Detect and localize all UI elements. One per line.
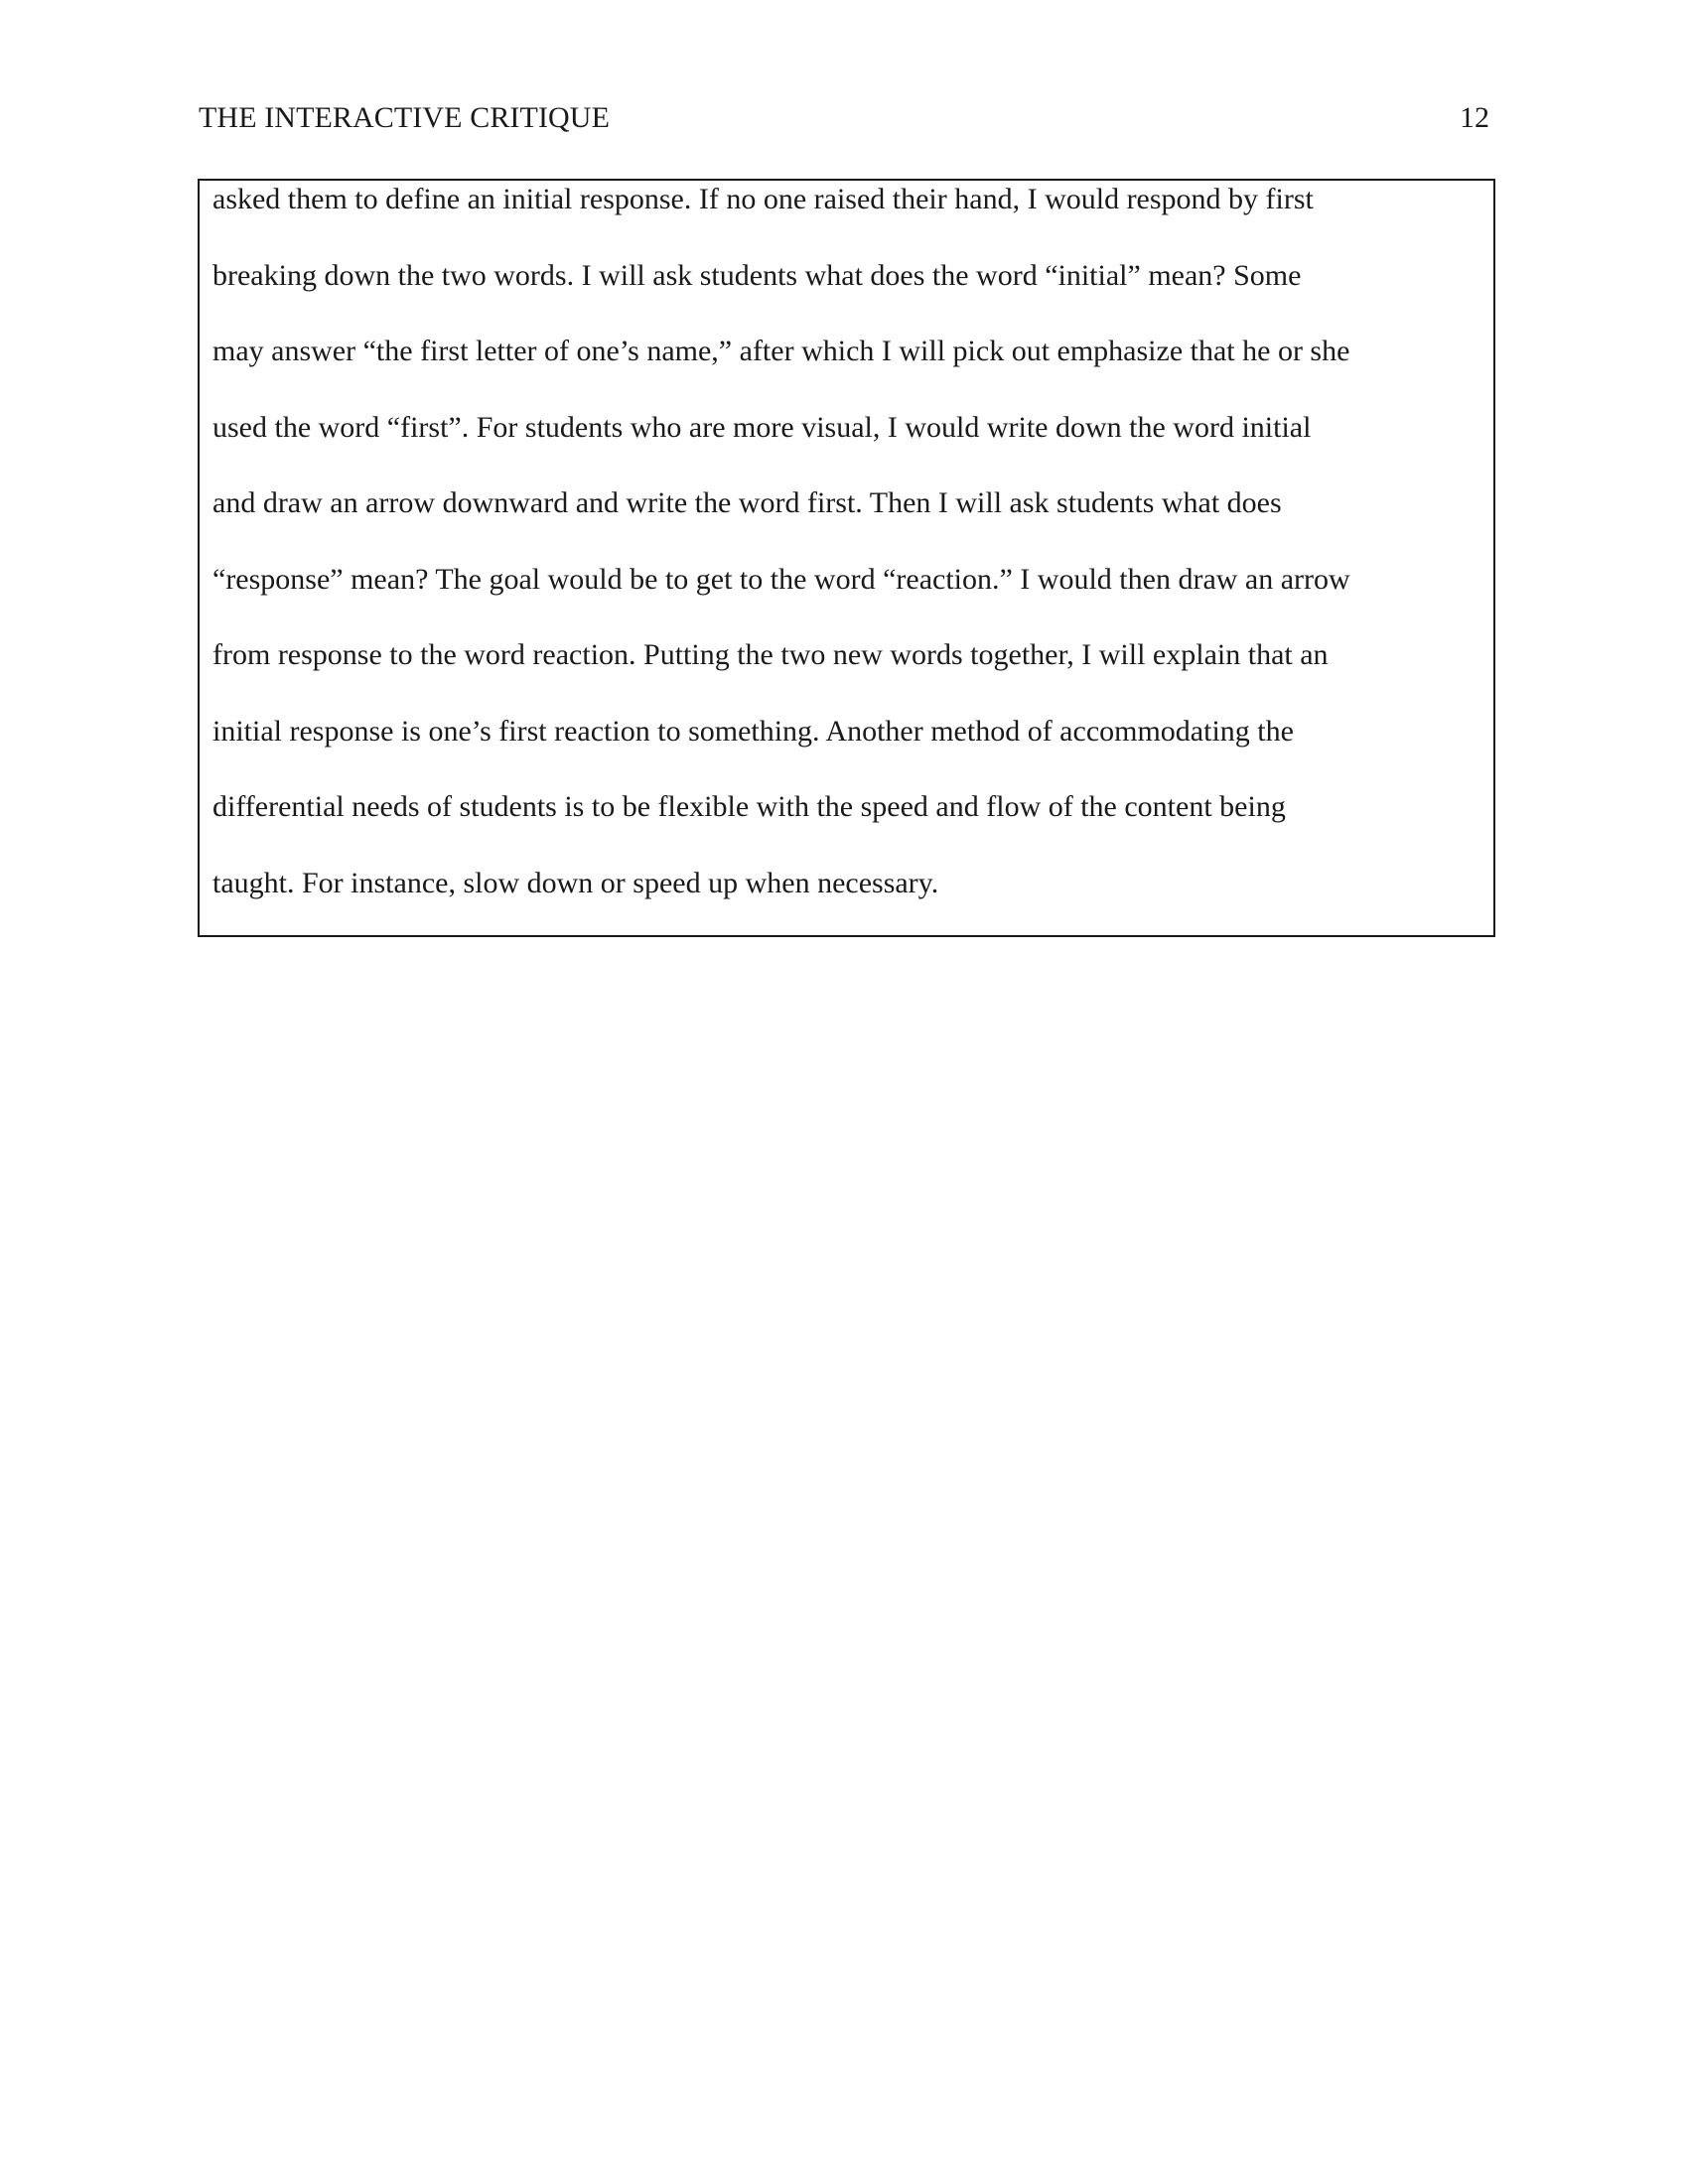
text-line: “response” mean? The goal would be to get to the word “reaction.” I would then draw an arrow [212,562,1350,596]
text-line: used the word “first”. For students who are more visual, I would write down the word initial [212,410,1312,444]
text-line: asked them to define an initial response. If no one raised their hand, I would respond by first [212,183,1314,215]
text-line: breaking down the two words. I will ask students what does the word “initial” mean? Some [212,258,1302,292]
text-line: differential needs of students is to be flexible with the speed and flow of the content being [212,790,1286,823]
text-line: and draw an arrow downward and write the word first. Then I will ask students what does [212,486,1282,519]
page-number: 12 [1460,101,1489,134]
running-head: THE INTERACTIVE CRITIQUE [199,101,610,134]
text-line: taught. For instance, slow down or speed up when necessary. [212,866,939,899]
text-line: from response to the word reaction. Putting the two new words together, I will explain that an [212,638,1329,671]
text-line: initial response is one’s first reaction to something. Another method of accommodating the [212,714,1294,748]
bordered-text-box [198,179,1495,937]
text-line: may answer “the first letter of one’s name,” after which I will pick out emphasize that he or she [212,335,1350,367]
